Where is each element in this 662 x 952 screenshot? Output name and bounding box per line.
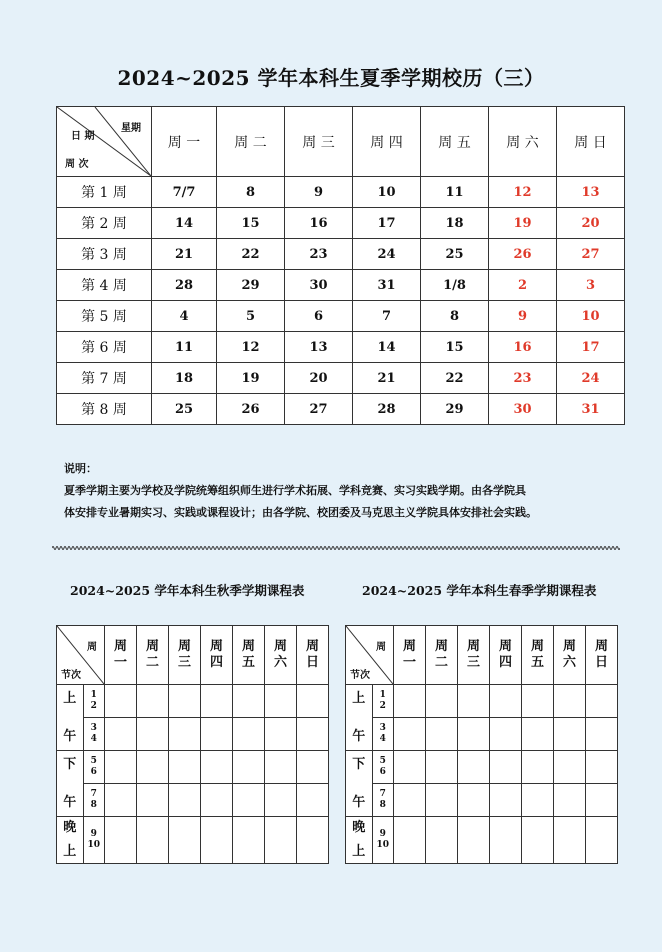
- day-header-line-1: 周: [498, 639, 512, 654]
- date-cell: 29: [421, 394, 489, 425]
- week-row: [57, 332, 625, 363]
- schedule-slot[interactable]: [265, 751, 297, 784]
- lesson-number-2: 4: [379, 734, 386, 744]
- schedule-slot[interactable]: [458, 784, 490, 817]
- date-cell: 24: [557, 363, 625, 394]
- date-cell: 12: [217, 332, 285, 363]
- week-row: [57, 208, 625, 239]
- date-cell: 14: [353, 332, 421, 363]
- schedule-slot[interactable]: [201, 718, 233, 751]
- notes-line-2: 体安排专业暑期实习、实践或课程设计；由各学院、校团委及马克思主义学院具体安排社会实践。: [64, 506, 537, 519]
- week-label: 第 8 周: [57, 394, 152, 425]
- lesson-number: [372, 784, 393, 817]
- day-header-line-2: 三: [466, 655, 480, 670]
- week-label: 第 3 周: [57, 239, 152, 270]
- week-row: [57, 177, 625, 208]
- date-cell: 14: [152, 208, 217, 239]
- schedule-slot[interactable]: [265, 817, 297, 864]
- period-label: [346, 751, 373, 817]
- schedule-slot[interactable]: [426, 751, 458, 784]
- schedule-slot[interactable]: [105, 685, 137, 718]
- date-cell: 22: [217, 239, 285, 270]
- week-row: [57, 394, 625, 425]
- date-cell: 7/7: [152, 177, 217, 208]
- schedule-slot[interactable]: [522, 685, 554, 718]
- schedule-slot[interactable]: [105, 718, 137, 751]
- schedule-row: [57, 718, 329, 751]
- lesson-number-1: 5: [379, 756, 386, 766]
- schedule-slot[interactable]: [554, 718, 586, 751]
- schedule-day-header: [297, 626, 329, 685]
- day-header-line-2: 日: [594, 655, 608, 670]
- date-cell: 27: [557, 239, 625, 270]
- lesson-number-2: 2: [90, 701, 97, 711]
- lesson-number: [83, 685, 104, 718]
- date-cell: 26: [217, 394, 285, 425]
- day-header: 周 三: [285, 107, 353, 177]
- corner-period-label: 节次: [61, 670, 81, 681]
- corner-period-label: 节次: [350, 670, 370, 681]
- period-char: 下: [352, 756, 366, 772]
- schedule-slot[interactable]: [522, 784, 554, 817]
- schedule-slot[interactable]: [265, 784, 297, 817]
- schedule-day-header: [586, 626, 618, 685]
- schedule-slot[interactable]: [169, 817, 201, 864]
- schedule-day-header: [522, 626, 554, 685]
- schedule-slot[interactable]: [265, 718, 297, 751]
- period-label: [346, 817, 373, 864]
- schedule-slot[interactable]: [586, 817, 618, 864]
- day-header-line-2: 五: [241, 655, 255, 670]
- lesson-number: [372, 685, 393, 718]
- schedule-slot[interactable]: [426, 784, 458, 817]
- lesson-number-1: 5: [90, 756, 97, 766]
- schedule-day-header: [105, 626, 137, 685]
- schedule-slot[interactable]: [490, 718, 522, 751]
- date-cell: 28: [152, 270, 217, 301]
- day-header-line-2: 日: [305, 655, 319, 670]
- date-cell: 13: [285, 332, 353, 363]
- day-header-line-1: 周: [434, 639, 448, 654]
- lesson-number-1: 9: [379, 829, 386, 839]
- lesson-number: [372, 718, 393, 751]
- week-row: [57, 301, 625, 332]
- schedule-slot[interactable]: [105, 784, 137, 817]
- schedule-slot[interactable]: [490, 751, 522, 784]
- schedule-slot[interactable]: [265, 685, 297, 718]
- schedule-day-header: [554, 626, 586, 685]
- page-title: 2024~2025 学年本科生夏季学期校历（三）: [117, 66, 545, 90]
- schedule-slot[interactable]: [522, 718, 554, 751]
- date-cell: 6: [285, 301, 353, 332]
- period-char: 上: [352, 844, 366, 859]
- schedule-slot[interactable]: [458, 718, 490, 751]
- schedule-day-header: [426, 626, 458, 685]
- lesson-number: [372, 817, 393, 864]
- schedule-slot[interactable]: [297, 718, 329, 751]
- day-header-line-1: 周: [594, 639, 608, 654]
- date-cell: 22: [421, 363, 489, 394]
- date-cell: 11: [152, 332, 217, 363]
- week-label: 第 6 周: [57, 332, 152, 363]
- week-label: 第 1 周: [57, 177, 152, 208]
- period-label: [346, 685, 373, 751]
- day-header-line-1: 周: [113, 639, 127, 654]
- spring-schedule-table: [345, 625, 618, 864]
- day-header-line-2: 五: [530, 655, 544, 670]
- schedule-slot[interactable]: [201, 685, 233, 718]
- day-header-line-2: 一: [402, 655, 416, 670]
- day-header: 周 五: [421, 107, 489, 177]
- week-label: 第 5 周: [57, 301, 152, 332]
- date-cell: 16: [285, 208, 353, 239]
- date-cell: 19: [217, 363, 285, 394]
- schedule-day-header: [201, 626, 233, 685]
- schedule-slot[interactable]: [458, 817, 490, 864]
- lesson-number-2: 4: [90, 734, 97, 744]
- period-char: 上: [63, 690, 77, 706]
- schedule-slot[interactable]: [169, 784, 201, 817]
- date-cell: 1/8: [421, 270, 489, 301]
- period-char: 上: [352, 690, 366, 706]
- schedule-slot[interactable]: [233, 718, 265, 751]
- schedule-slot[interactable]: [490, 784, 522, 817]
- period-char: 午: [63, 728, 77, 744]
- lesson-number: [83, 751, 104, 784]
- lesson-number-1: 3: [90, 723, 97, 733]
- date-cell: 30: [285, 270, 353, 301]
- lesson-number-2: 2: [379, 701, 386, 711]
- date-cell: 21: [353, 363, 421, 394]
- schedule-row: [346, 784, 618, 817]
- schedule-corner-cell: [57, 626, 105, 685]
- day-header-line-2: 六: [562, 655, 576, 670]
- schedule-slot[interactable]: [105, 817, 137, 864]
- date-cell: 3: [557, 270, 625, 301]
- period-label: [57, 751, 84, 817]
- date-cell: 9: [285, 177, 353, 208]
- schedule-day-header: [458, 626, 490, 685]
- period-char: 午: [352, 728, 366, 744]
- schedule-day-header: [394, 626, 426, 685]
- schedule-slot[interactable]: [297, 817, 329, 864]
- date-cell: 17: [557, 332, 625, 363]
- date-cell: 31: [353, 270, 421, 301]
- day-header-line-2: 四: [209, 655, 223, 670]
- schedule-slot[interactable]: [490, 685, 522, 718]
- schedule-slot[interactable]: [394, 751, 426, 784]
- day-header-line-2: 六: [273, 655, 287, 670]
- date-cell: 9: [489, 301, 557, 332]
- lesson-number: [83, 718, 104, 751]
- schedule-slot[interactable]: [522, 817, 554, 864]
- schedule-slot[interactable]: [137, 784, 169, 817]
- date-cell: 20: [557, 208, 625, 239]
- schedule-row: [346, 817, 618, 864]
- lesson-number-2: 10: [376, 840, 390, 850]
- day-header-line-1: 周: [177, 639, 191, 654]
- schedule-day-header: [169, 626, 201, 685]
- autumn-schedule-table: [56, 625, 329, 864]
- schedule-slot[interactable]: [201, 784, 233, 817]
- date-cell: 11: [421, 177, 489, 208]
- date-cell: 21: [152, 239, 217, 270]
- schedule-slot[interactable]: [426, 685, 458, 718]
- schedule-slot[interactable]: [169, 685, 201, 718]
- schedule-row: [57, 685, 329, 718]
- lesson-number: [83, 784, 104, 817]
- date-cell: 15: [421, 332, 489, 363]
- date-cell: 29: [217, 270, 285, 301]
- day-header-line-1: 周: [466, 639, 480, 654]
- period-char: 晚: [352, 820, 366, 835]
- day-header: 周 一: [152, 107, 217, 177]
- date-cell: 25: [152, 394, 217, 425]
- corner-day-label: 周: [87, 642, 97, 653]
- schedule-row: [346, 751, 618, 784]
- period-label: [57, 685, 84, 751]
- day-header-line-2: 二: [434, 655, 448, 670]
- corner-date-label: 日 期: [71, 131, 95, 142]
- day-header-line-2: 二: [145, 655, 159, 670]
- date-cell: 13: [557, 177, 625, 208]
- schedule-slot[interactable]: [426, 817, 458, 864]
- wavy-divider: [52, 544, 620, 552]
- day-header-line-1: 周: [530, 639, 544, 654]
- schedule-slot[interactable]: [394, 784, 426, 817]
- date-cell: 17: [353, 208, 421, 239]
- schedule-slot[interactable]: [586, 718, 618, 751]
- day-header: 周 二: [217, 107, 285, 177]
- date-cell: 12: [489, 177, 557, 208]
- lesson-number-1: 7: [90, 789, 97, 799]
- notes-heading: 说明：: [64, 462, 97, 475]
- lesson-number-2: 10: [87, 840, 101, 850]
- lesson-number-1: 9: [90, 829, 97, 839]
- schedule-slot[interactable]: [201, 817, 233, 864]
- schedule-row: [57, 784, 329, 817]
- date-cell: 20: [285, 363, 353, 394]
- schedule-slot[interactable]: [297, 784, 329, 817]
- day-header: 周 四: [353, 107, 421, 177]
- week-label: 第 7 周: [57, 363, 152, 394]
- autumn-schedule-title: 2024~2025 学年本科生秋季学期课程表: [70, 583, 305, 598]
- schedule-slot[interactable]: [137, 718, 169, 751]
- date-cell: 23: [285, 239, 353, 270]
- day-header-line-2: 四: [498, 655, 512, 670]
- lesson-number-2: 6: [379, 767, 386, 777]
- date-cell: 4: [152, 301, 217, 332]
- week-label: 第 2 周: [57, 208, 152, 239]
- lesson-number-2: 8: [379, 800, 386, 810]
- schedule-row: [346, 685, 618, 718]
- schedule-slot[interactable]: [458, 751, 490, 784]
- date-cell: 18: [152, 363, 217, 394]
- schedule-slot[interactable]: [394, 685, 426, 718]
- corner-week-label: 周 次: [65, 159, 89, 170]
- day-header-line-2: 一: [113, 655, 127, 670]
- notes-line-1: 夏季学期主要为学校及学院统筹组织师生进行学术拓展、学科竞赛、实习实践学期。由各学院具: [64, 484, 526, 497]
- schedule-slot[interactable]: [586, 685, 618, 718]
- schedule-slot[interactable]: [201, 751, 233, 784]
- summer-calendar-table: [56, 106, 625, 425]
- schedule-slot[interactable]: [297, 751, 329, 784]
- date-cell: 2: [489, 270, 557, 301]
- day-header: 周 日: [557, 107, 625, 177]
- lesson-number: [372, 751, 393, 784]
- lesson-number: [83, 817, 104, 864]
- lesson-number-1: 7: [379, 789, 386, 799]
- day-header-line-1: 周: [305, 639, 319, 654]
- date-cell: 31: [557, 394, 625, 425]
- period-char: 午: [352, 794, 366, 810]
- schedule-slot[interactable]: [490, 817, 522, 864]
- date-cell: 24: [353, 239, 421, 270]
- schedule-slot[interactable]: [105, 751, 137, 784]
- schedule-slot[interactable]: [137, 817, 169, 864]
- date-cell: 23: [489, 363, 557, 394]
- schedule-slot[interactable]: [522, 751, 554, 784]
- schedule-row: [346, 718, 618, 751]
- schedule-slot[interactable]: [554, 817, 586, 864]
- schedule-slot[interactable]: [554, 685, 586, 718]
- date-cell: 5: [217, 301, 285, 332]
- date-cell: 18: [421, 208, 489, 239]
- date-cell: 10: [557, 301, 625, 332]
- schedule-row: [57, 751, 329, 784]
- day-header-line-2: 三: [177, 655, 191, 670]
- corner-weekday-label: 星期: [121, 123, 141, 134]
- schedule-slot[interactable]: [233, 817, 265, 864]
- schedule-slot[interactable]: [169, 751, 201, 784]
- schedule-corner-cell: [346, 626, 394, 685]
- date-cell: 28: [353, 394, 421, 425]
- corner-day-label: 周: [376, 642, 386, 653]
- lesson-number-1: 3: [379, 723, 386, 733]
- date-cell: 27: [285, 394, 353, 425]
- schedule-slot[interactable]: [169, 718, 201, 751]
- day-header-line-1: 周: [402, 639, 416, 654]
- date-cell: 8: [421, 301, 489, 332]
- date-cell: 30: [489, 394, 557, 425]
- week-row: [57, 363, 625, 394]
- date-cell: 25: [421, 239, 489, 270]
- period-char: 晚: [63, 820, 77, 835]
- schedule-slot[interactable]: [233, 685, 265, 718]
- schedule-slot[interactable]: [233, 784, 265, 817]
- spring-schedule-title: 2024~2025 学年本科生春季学期课程表: [362, 583, 597, 598]
- day-header-line-1: 周: [209, 639, 223, 654]
- schedule-slot[interactable]: [233, 751, 265, 784]
- period-char: 上: [63, 844, 77, 859]
- calendar-corner-cell: [57, 107, 152, 177]
- schedule-slot[interactable]: [394, 718, 426, 751]
- day-header-line-1: 周: [241, 639, 255, 654]
- date-cell: 8: [217, 177, 285, 208]
- schedule-slot[interactable]: [458, 685, 490, 718]
- schedule-day-header: [233, 626, 265, 685]
- schedule-slot[interactable]: [426, 718, 458, 751]
- notes-section: [64, 458, 624, 524]
- period-char: 下: [63, 756, 77, 772]
- schedule-slot[interactable]: [137, 751, 169, 784]
- lesson-number-1: 1: [379, 690, 386, 700]
- lesson-number-2: 8: [90, 800, 97, 810]
- week-row: [57, 270, 625, 301]
- lesson-number-1: 1: [90, 690, 97, 700]
- schedule-slot[interactable]: [297, 685, 329, 718]
- date-cell: 19: [489, 208, 557, 239]
- day-header: 周 六: [489, 107, 557, 177]
- date-cell: 7: [353, 301, 421, 332]
- day-header-line-1: 周: [562, 639, 576, 654]
- schedule-slot[interactable]: [554, 751, 586, 784]
- schedule-day-header: [490, 626, 522, 685]
- period-char: 午: [63, 794, 77, 810]
- day-header-line-1: 周: [145, 639, 159, 654]
- schedule-slot[interactable]: [394, 817, 426, 864]
- schedule-slot[interactable]: [137, 685, 169, 718]
- date-cell: 26: [489, 239, 557, 270]
- week-row: [57, 239, 625, 270]
- date-cell: 16: [489, 332, 557, 363]
- schedule-slot[interactable]: [586, 751, 618, 784]
- date-cell: 10: [353, 177, 421, 208]
- schedule-day-header: [265, 626, 297, 685]
- schedule-slot[interactable]: [586, 784, 618, 817]
- lesson-number-2: 6: [90, 767, 97, 777]
- date-cell: 15: [217, 208, 285, 239]
- schedule-row: [57, 817, 329, 864]
- day-header-line-1: 周: [273, 639, 287, 654]
- schedule-slot[interactable]: [554, 784, 586, 817]
- week-label: 第 4 周: [57, 270, 152, 301]
- period-label: [57, 817, 84, 864]
- schedule-day-header: [137, 626, 169, 685]
